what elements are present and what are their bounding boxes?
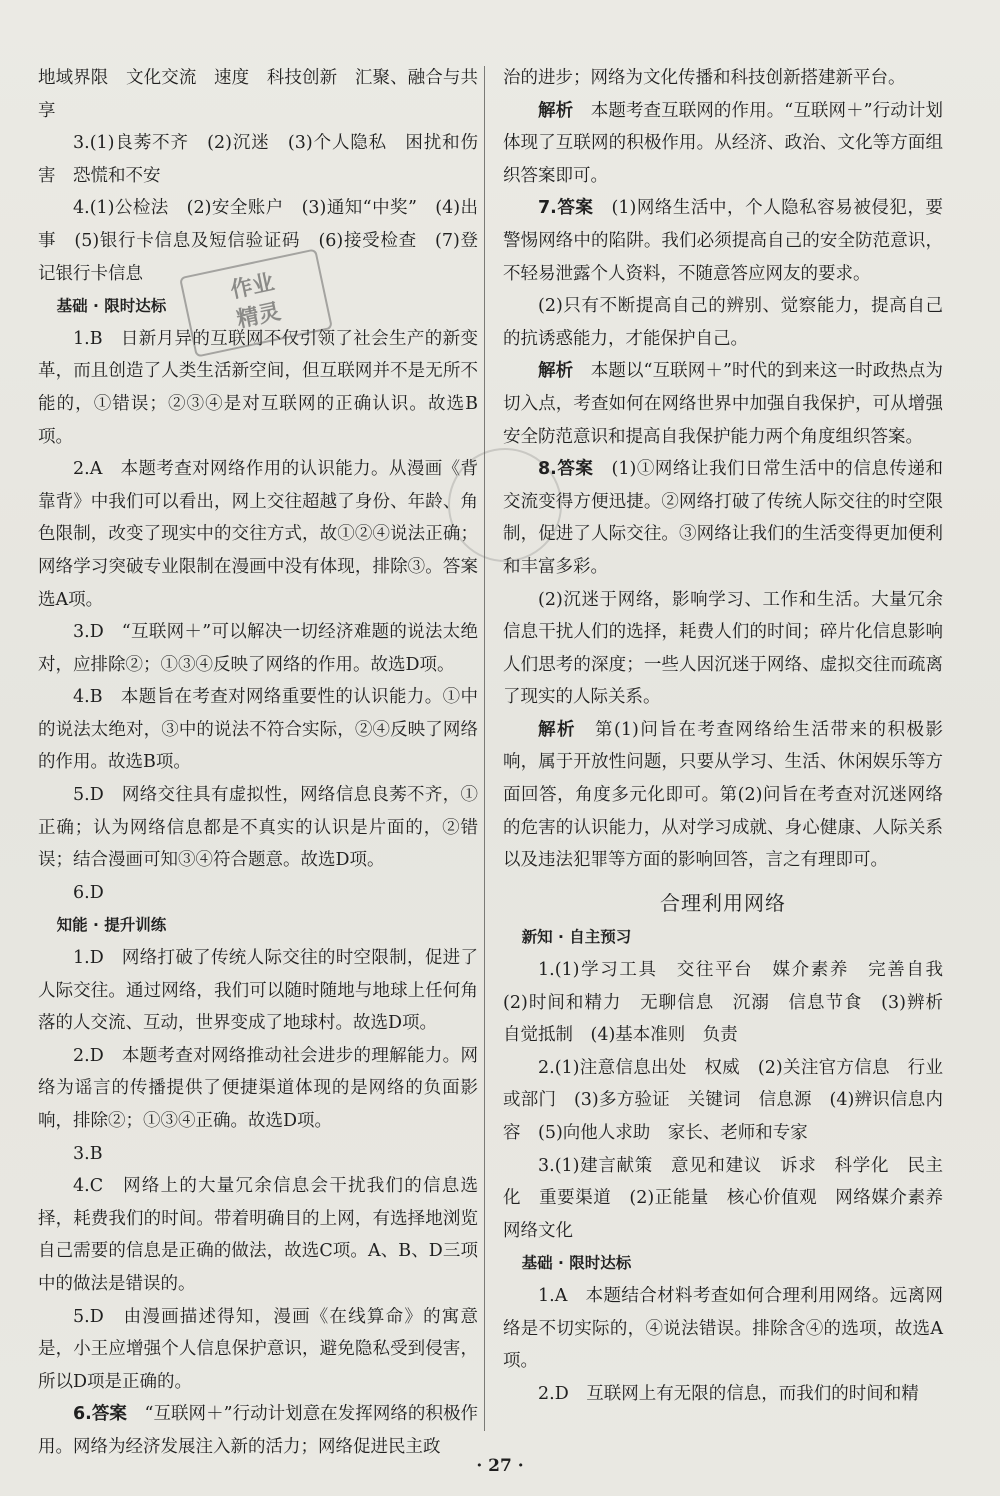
analysis-label: 解析: [538, 361, 574, 382]
skill-answer-7: [503, 192, 943, 290]
preview-answer-2: 2.(1)注意信息出处 权威 (2)关注官方信息 行业或部门 (3)多方验证 关键词 信息源 (4)辨识信息内容 (5)向他人求助 家长、老师和专家: [503, 1057, 943, 1143]
section-new-knowledge: 新知 · 自主预习: [521, 928, 632, 947]
answer-label: 7.答案: [538, 198, 594, 219]
basic-answer-4: 4.B 本题旨在考查对网络重要性的认识能力。①中的说法太绝对，③中的说法不符合实际，②④反映了网络的作用。故选B项。: [38, 687, 478, 773]
skill-answer-5: 5.D 由漫画描述得知，漫画《在线算命》的寓意是，小王应增强个人信息保护意识，避免隐私受到侵害，所以D项是正确的。: [38, 1306, 478, 1392]
skill-answer-6-continued: 治的进步；网络为文化传播和科技创新搭建新平台。: [503, 68, 906, 88]
stamp-line-2: 精灵: [234, 299, 283, 334]
skill-answer-7-text: (1)网络生活中，个人隐私容易被侵犯，要警惕网络中的陷阱。我们必须提高自己的安全防范意识，不轻易泄露个人资料，不随意答应网友的要求。: [503, 198, 943, 284]
skill-analysis-8-text: 第(1)问旨在考查网络给生活带来的积极影响，属于开放性问题，只要从学习、生活、休闲娱乐等方面回答，角度多元化即可。第(2)问旨在考查对沉迷网络的危害的认识能力，从对学习成就、身心健康、人际关系以及违法犯罪等方面的影响回答，言之有理即可。: [503, 719, 944, 871]
left-column: [38, 62, 478, 1464]
analysis-label: 解析: [538, 719, 577, 740]
basic-answer-5: 5.D 网络交往具有虚拟性，网络信息良莠不齐，①正确；认为网络信息都是不真实的认识是片面的，②错误；结合漫画可知③④符合题意。故选D项。: [38, 785, 478, 871]
basic-answer-1: 1.B 日新月异的互联网不仅引领了社会生产的新变革，而且创造了人类生活新空间，但互联网并不是无所不能的，①错误；②③④是对互联网的正确认识。故选B项。: [38, 328, 478, 447]
basic-answer-3: 3.D “互联网＋”可以解决一切经济难题的说法太绝对，应排除②；①③④反映了网络的作用。故选D项。: [38, 622, 478, 675]
right-column: [503, 62, 961, 1410]
analysis-label: 解析: [538, 100, 574, 121]
lesson-heading: 合理利用网络: [660, 890, 786, 915]
skill-answer-8-text: (1)①网络让我们日常生活中的信息传递和交流变得方便迅捷。②网络打破了传统人际交往的时空限制，促进了人际交往。③网络让我们的生活变得更加便利和丰富多彩。: [503, 459, 943, 577]
basic2-answer-2: 2.D 互联网上有无限的信息，而我们的时间和精: [538, 1383, 919, 1404]
skill-answer-2: 2.D 本题考查对网络推动社会进步的理解能力。网络为谣言的传播提供了便捷渠道体现的是网络的负面影响，排除②；①③④正确。故选D项。: [38, 1045, 478, 1131]
basic2-answer-1: 1.A 本题结合材料考查如何合理利用网络。远离网络是不切实际的，④说法错误。排除含④的选项，故选A项。: [503, 1285, 943, 1372]
page-number: · 27 ·: [476, 1456, 524, 1476]
skill-answer-1: 1.D 网络打破了传统人际交往的时空限制，促进了人际交往。通过网络，我们可以随时随地与地球上任何角落的人交流、互动，世界变成了地球村。故选D项。: [38, 948, 478, 1034]
skill-analysis-7-text: 本题以“互联网＋”时代的到来这一时政热点为切入点，考查如何在网络世界中加强自我保护，可从增强安全防范意识和提高自我保护能力两个角度组织答案。: [503, 361, 943, 447]
skill-answer-8: [503, 453, 943, 583]
section-basic-timed: 基础 · 限时达标: [56, 297, 167, 316]
skill-answer-4: 4.C 网络上的大量冗余信息会干扰我们的信息选择，耗费我们的时间。带着明确目的上网，有选择地浏览自己需要的信息是正确的做法，故选C项。A、B、D三项中的做法是错误的。: [38, 1176, 478, 1294]
preview-answer-1: 1.(1)学习工具 交往平台 媒介素养 完善自我 (2)时间和精力 无聊信息 沉溺 信息节食 (3)辨析 自觉抵制 (4)基本准则 负责: [503, 960, 961, 1046]
skill-answer-6: [38, 1398, 478, 1463]
column-divider: [484, 66, 485, 1431]
skill-answer-7-part2: (2)只有不断提高自己的辨别、觉察能力，提高自己的抗诱惑能力，才能保护自己。: [503, 296, 943, 349]
skill-analysis-6-text: 本题考查互联网的作用。“互联网＋”行动计划体现了互联网的积极作用。从经济、政治、文化等方面组织答案即可。: [503, 100, 943, 186]
answer-fill-continued: 地域界限 文化交流 速度 科技创新 汇聚、融合与共享: [38, 68, 478, 121]
answer-label: 6.答案: [73, 1404, 127, 1425]
answer-3: 3.(1)良莠不齐 (2)沉迷 (3)个人隐私 困扰和伤害 恐慌和不安: [38, 133, 478, 186]
stamp-line-1: 作业: [228, 270, 277, 304]
skill-analysis-8: [503, 714, 943, 877]
section-skill-improve: 知能 · 提升训练: [56, 916, 167, 935]
answer-label: 8.答案: [538, 459, 594, 480]
skill-answer-8-part2: (2)沉迷于网络，影响学习、工作和生活。大量冗余信息干扰人们的选择，耗费人们的时间；碎片化信息影响人们思考的深度；一些人因沉迷于网络、虚拟交往而疏离了现实的人际关系。: [503, 589, 943, 708]
skill-answer-6-text: “互联网＋”行动计划意在发挥网络的积极作用。网络为经济发展注入新的活力；网络促进民主政: [38, 1404, 479, 1457]
basic-answer-2: 2.A 本题考查对网络作用的认识能力。从漫画《背靠背》中我们可以看出，网上交往超越了身份、年龄、角色限制，改变了现实中的交往方式，故①②④说法正确；网络学习突破专业限制在漫画中没有体现，排除③。答案选A项。: [38, 459, 478, 610]
preview-answer-3: 3.(1)建言献策 意见和建议 诉求 科学化 民主化 重要渠道 (2)正能量 核心价值观 网络媒介素养 网络文化: [503, 1155, 961, 1241]
basic-answer-6: 6.D: [73, 882, 104, 903]
skill-answer-3: 3.B: [73, 1143, 103, 1164]
section-basic-timed-2: 基础 · 限时达标: [521, 1254, 632, 1273]
skill-analysis-7: [503, 355, 943, 453]
skill-analysis-6: [503, 95, 943, 193]
answer-4: 4.(1)公检法 (2)安全账户 (3)通知“中奖” (4)出事 (5)银行卡信息及短信验证码 (6)接受检查 (7)登记银行卡信息: [38, 198, 478, 284]
